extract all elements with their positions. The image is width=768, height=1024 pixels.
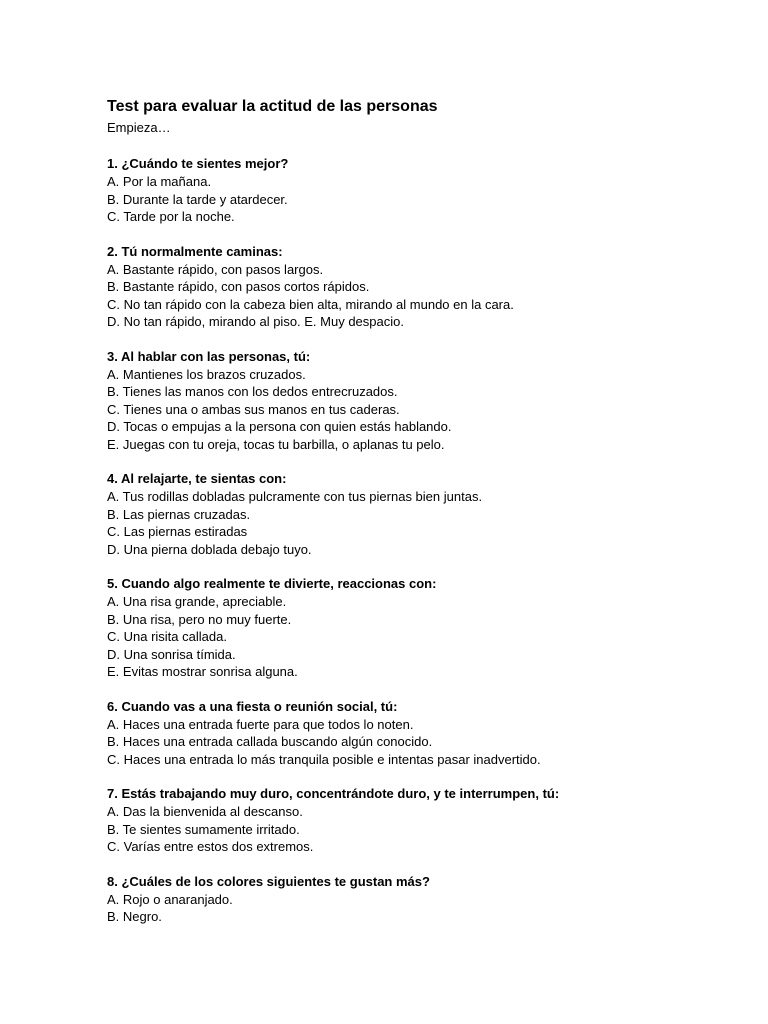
option-b: B. Te sientes sumamente irritado.	[107, 821, 300, 837]
option-c: C. Varías entre estos dos extremos.	[107, 839, 314, 854]
question-title: 1. ¿Cuándo te sientes mejor?	[107, 156, 289, 171]
question-title: 7. Estás trabajando muy duro, concentrándote duro, y te interrumpen, tú:	[107, 786, 560, 801]
question-title: 5. Cuando algo realmente te divierte, reaccionas con:	[107, 576, 437, 591]
option-a: A. Tus rodillas dobladas pulcramente con tus piernas bien juntas.	[107, 489, 483, 504]
option-a: A. Bastante rápido, con pasos largos.	[107, 261, 324, 277]
question-5	[107, 575, 768, 681]
question-title: 6. Cuando vas a una fiesta o reunión social, tú:	[107, 698, 398, 714]
option-a: A. Das la bienvenida al descanso.	[107, 804, 303, 819]
question-7	[107, 785, 768, 856]
option-b: B. Tienes las manos con los dedos entrecruzados.	[107, 384, 398, 399]
option-a: A. Haces una entrada fuerte para que todos lo noten.	[107, 716, 414, 732]
option-b: B. Negro.	[107, 909, 162, 924]
option-a: A. Por la mañana.	[107, 174, 212, 189]
question-1	[107, 155, 768, 226]
option-b: B. Las piernas cruzadas.	[107, 506, 251, 522]
option-a: A. Una risa grande, apreciable.	[107, 594, 287, 609]
option-c: C. Una risita callada.	[107, 629, 227, 644]
option-b: B. Haces una entrada callada buscando algún conocido.	[107, 734, 433, 749]
question-6	[107, 698, 768, 769]
document-subtitle: Empieza…	[107, 120, 171, 135]
option-c: C. Las piernas estiradas	[107, 524, 248, 539]
question-title: 3. Al hablar con las personas, tú:	[107, 348, 311, 364]
option-c: C. Tarde por la noche.	[107, 209, 235, 224]
question-2	[107, 243, 768, 331]
option-d: D. Una sonrisa tímida.	[107, 646, 236, 662]
question-3	[107, 348, 768, 454]
document-title: Test para evaluar la actitud de las personas	[107, 98, 438, 115]
question-title: 8. ¿Cuáles de los colores siguientes te gustan más?	[107, 873, 430, 889]
option-c: C. No tan rápido con la cabeza bien alta, mirando al mundo en la cara.	[107, 296, 514, 312]
option-b: B. Bastante rápido, con pasos cortos rápidos.	[107, 279, 370, 294]
option-a: A. Rojo o anaranjado.	[107, 891, 233, 907]
option-c: C. Tienes una o ambas sus manos en tus caderas.	[107, 401, 400, 417]
question-4	[107, 470, 768, 558]
option-b: B. Durante la tarde y atardecer.	[107, 191, 288, 207]
option-c: C. Haces una entrada lo más tranquila posible e intentas pasar inadvertido.	[107, 751, 541, 767]
option-b: B. Una risa, pero no muy fuerte.	[107, 611, 292, 627]
option-e: E. Evitas mostrar sonrisa alguna.	[107, 664, 298, 679]
option-e: E. Juegas con tu oreja, tocas tu barbilla, o aplanas tu pelo.	[107, 436, 445, 452]
option-a: A. Mantienes los brazos cruzados.	[107, 366, 306, 382]
option-d: D. Tocas o empujas a la persona con quien estás hablando.	[107, 419, 452, 434]
option-d-e: D. No tan rápido, mirando al piso. E. Muy despacio.	[107, 314, 404, 329]
question-title: 2. Tú normalmente caminas:	[107, 243, 283, 259]
question-8	[107, 873, 768, 926]
question-title: 4. Al relajarte, te sientas con:	[107, 471, 287, 486]
option-d: D. Una pierna doblada debajo tuyo.	[107, 541, 312, 557]
